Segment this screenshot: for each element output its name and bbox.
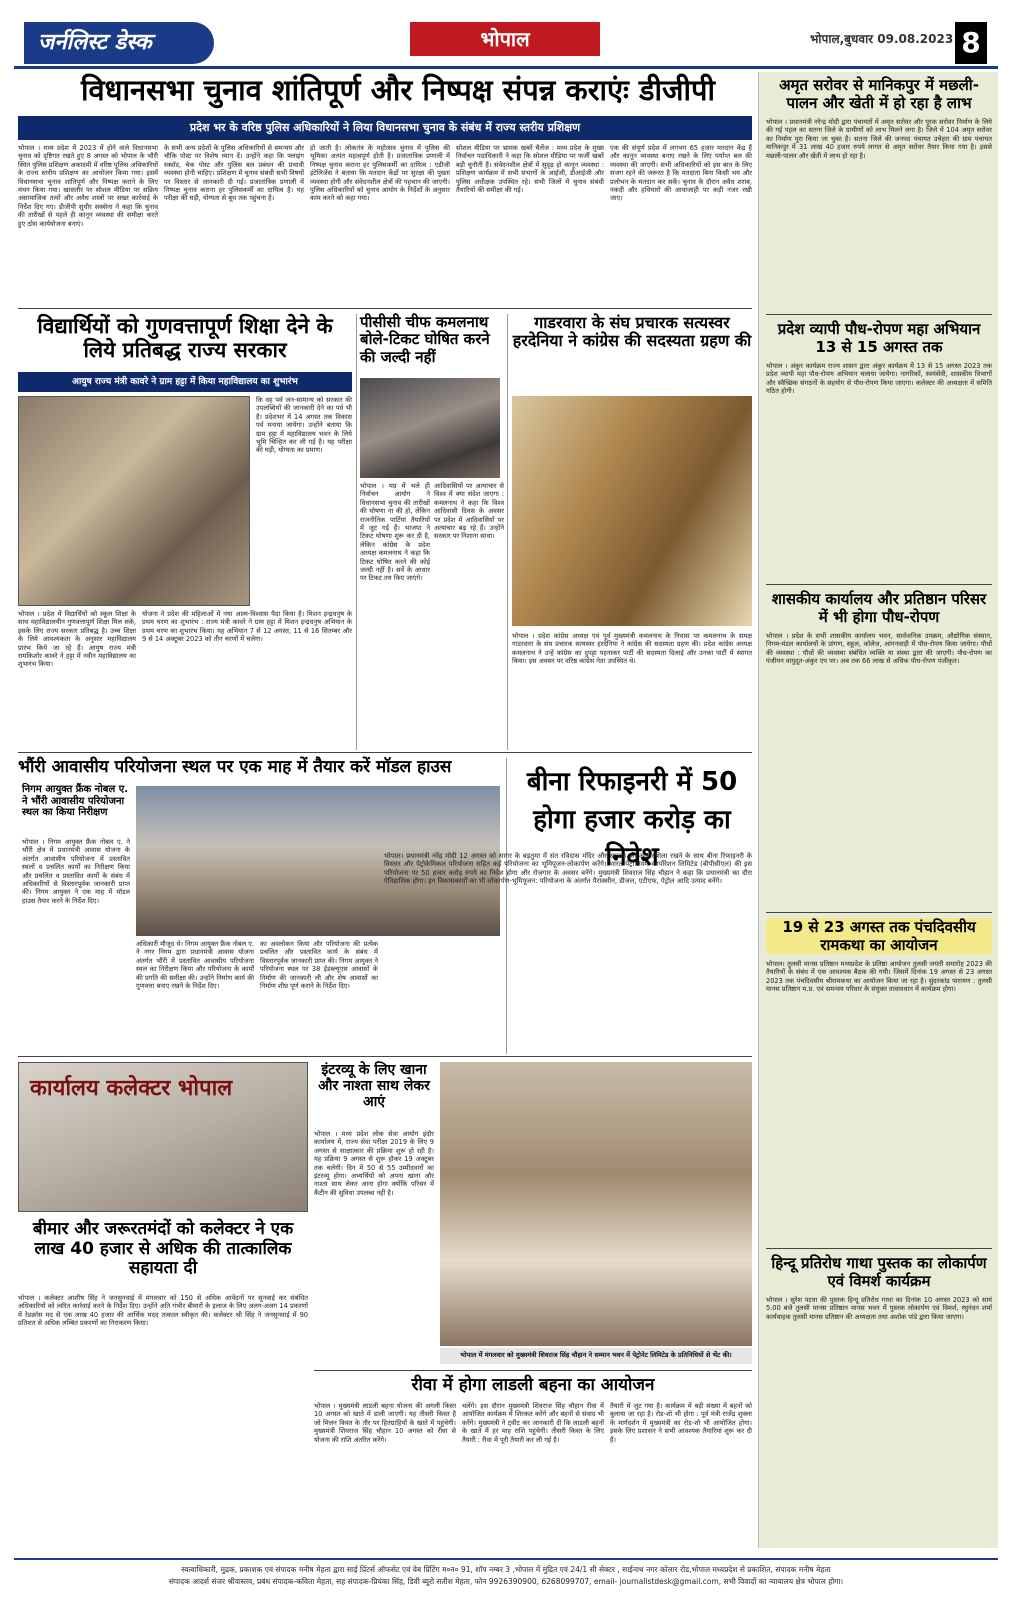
education-photo xyxy=(18,396,250,606)
education-subhead: आयुष राज्य मंत्री कावरे ने ग्राम हट्टा में किया महाविद्यालय का शुभारंभ xyxy=(18,372,352,392)
sidebar-s3-body: भोपाल । प्रदेश के सभी शासकीय कार्यालय भवन, सार्वजनिक उपक्रम, औद्योगिक संस्थान, निगम-मंडल कार्यालयों के प्रांगण, स्कूल, कॉलेज, आंगनवाड़ी में पौध-रोपण किया जायेगा। पौधों की व्यवस्था : पौधों की व्यवस्था संबंधित व्यक्ति या संस्था द्वारा की जाएगी। पौध-रोपण का पंजीयन वायुदूत-अंकुर एप पर। अब तक 66 लाख से अधिक पौध-रोपण पंजीकृत। xyxy=(766,632,992,666)
imprint-line-2: संपादक आदर्श संजर श्रीवास्तव, प्रबंध संपादक-कविता मेहता, सह संपादक-प्रियंका सिंह, डिवी ब्यूरो सतीश मेहता, फोन 9926390900, 6268099707, email- journalistdesk@gmail.com, सभी विवादों का न्यायालय क्षेत्र भोपाल होगा। xyxy=(168,1577,844,1586)
sidebar-s4-body: भोपाल। तुलसी मानस प्रतिष्ठान मध्यप्रदेश के प्रतिष्ठा आयोजन तुलसी जयंती समारोह 2023 की तैयारियों के संबंध में एक आवश्यक बैठक की गयी। जिसमें दिनांक 19 अगस्त से 23 अगस्त 2023 तक पंचदिवसीय श्रीरामकथा का आयोजन किया जा रहा है। सुंदरकांड पारायण : तुलसी मानस प्रतिष्ठान म.प्र. एवं समन्वय परिवार के संयुक्त तत्वावधान में कार्यक्रम होगा। xyxy=(766,960,992,994)
imprint-footer xyxy=(14,1558,998,1594)
garhwara-headline: गाडरवारा के संघ प्रचारक सत्यस्वर हरदेनिया ने कांग्रेस की सदस्यता ग्रहण की xyxy=(512,313,752,351)
sidebar-s1-body: भोपाल । प्रधानमंत्री नरेन्द्र मोदी द्वारा पंचायतों में अमृत सरोवर और पूरक सरोवर निर्माण के लिये की गई पहल का सतना जिले के ग्रामीणों को लाभ मिलने लगा है। जिले में 104 अमृत सरोवर का निर्माण पूरा किया जा चुका है। सतना जिले की जनपद पंचायत उचेहरा की ग्राम पंचायत मानिकपुर में 31 लाख 40 हजार रुपये लागत से अमृत सरोवर तैयार किया गया है। इससे मछली-पालन और खेती में लाभ हो रहा है। xyxy=(766,118,992,160)
imprint-line-1: स्वत्वाधिकारी, मुद्रक, प्रकाशक एवं संपादक मनीष मेहता द्वारा साई प्रिंटर्स ऑफसेट एवं वेब प्रिंटिंग म०न० 91, शॉप नम्बर 3 ,भोपाल में मुद्रित एवं 24/1 सी सेक्टर , साईनाथ नगर कोलार रोड,भोपाल मध्यप्रदेश से प्रकाशित, संपादक मनीष मेहता xyxy=(181,1565,831,1574)
garhwara-body: भोपाल । प्रदेश कांग्रेस अध्यक्ष एवं पूर्व मुख्यमंत्री कमलनाथ के निवास पर कमलनाथ के समक्ष गाडरवारा के संघ प्रचारक सत्यस्वर हरदेनिया ने कांग्रेस की सदस्यता ग्रहण की। प्रदेश कांग्रेस अध्यक्ष कमलनाथ ने उन्हें कांग्रेस का दुपट्टा पहनाकर पार्टी की सदस्यता दिलाई और उनका पार्टी में स्वागत किया। इस अवसर पर वरिष्ठ कांग्रेस नेता उपस्थित थे। xyxy=(512,632,752,666)
bina-body: भोपाल। प्रधानमंत्री नरेंद्र मोदी 12 अगस्त को सागर के बड़तुमा में संत रविदास मंदिर और स्मारक की आधारशिला रखने के साथ बीना रिफाइनरी के विस्तार और पेट्रोकेमिकल परियोजना सहित कई परियोजना का भूमिपूजन-लोकार्पण करेंगे। भारत पेट्रोलियम कार्पोरेशन लिमिटेड (बीपीसीएल) की इस परियोजना पर 50 हजार करोड़ रुपये का निवेश होगा और रोजगार के अवसर बनेंगे। मुख्यमंत्री शिवराज सिंह चौहान ने कहा कि प्रधानमंत्री का दौरा ऐतिहासिक होगा। इन विकासकार्यों का भी लोकार्पण-भूमिपूजन: परियोजना के अंतर्गत पैराक्सीन, डीजल, एटीएफ, पेट्रोल आदि उत्पाद बनेंगे। xyxy=(384,852,752,886)
garhwara-photo xyxy=(512,396,752,626)
cm-meeting-photo xyxy=(440,1062,752,1346)
lead-col-5: एक की संपूर्ण प्रदेश में लगभग 65 हजार मतदान केंद्र हैं और कानून व्यवस्था बनाए रखने के लिए पर्याप्त बल की व्यवस्था की जाएगी। सभी अधिकारियों को इस बात के लिए सजग रहने की जरूरत है कि मतदाता बिना किसी भय और प्रलोभन के मतदान कर सकें। चुनाव के दौरान अवैध शराब, नकदी और हथियारों की आवाजाही पर कड़ी नजर रखी जाए। xyxy=(610,144,752,203)
bhauri-kicker: निगम आयुक्त फ्रैंक नोबल ए. ने भौंरी आवासीय परियोजना स्थल का किया निरीक्षण xyxy=(22,784,129,818)
sidebar-s4-headline: 19 से 23 अगस्त तक पंचदिवसीय रामकथा का आयोजन xyxy=(766,918,992,954)
divider xyxy=(18,308,752,309)
dateline: भोपाल,बुधवार 09.08.2023 xyxy=(810,32,954,46)
lead-col-1: भोपाल । मध्य प्रदेश में 2023 में होने वाले विधानसभा चुनाव को दृष्टिगत रखते हुए 8 अगस्त को भोपाल के भौरी स्थित पुलिस प्रशिक्षण अकादमी में वरिष्ठ पुलिस अधिकारियों के राज्य स्तरीय प्रशिक्षण का आयोजन किया गया। इसमें विधानसभा चुनाव शांतिपूर्ण और निष्पक्ष कराने के लिए मंथन किया गया। खासतौर पर सोशल मीडिया पर सक्रिय असामाजिक तत्वों और अवैध शस्त्रों पर सख्त कार्रवाई के निर्देश दिए गए। डीजीपी सुधीर सक्सेना ने कहा कि चुनाव की तारीखों से पहले ही कानून व्यवस्था की समीक्षा करते हुए ठोस कार्ययोजना बनाएं। xyxy=(18,144,158,228)
ladli-body-3: तैयारी में जुट गया है। कार्यक्रम में बड़ी संख्या में बहनों को बुलाया जा रहा है। रोड-शो भी होगा : पूर्व मंत्री राजेंद्र शुक्ला के मार्गदर्शन में मुख्यमंत्री का रोड-शो भी आयोजित होगा। इसके लिए प्रशासन ने सभी आवश्यक तैयारियां शुरू कर दी हैं। xyxy=(610,1402,752,1444)
bhauri-body-3: का अवलोकन किया और परियोजना की प्रत्येक प्रचलित और प्रस्तावित कार्य के संबंध में विस्तारपूर्वक जानकारी प्राप्त की। निगम आयुक्त ने परियोजना स्थल पर 38 ईडब्ल्यूएस आवासों के निर्माण की जानकारी ली और शेष आवासों का निर्माण शीघ्र पूर्ण कराने के निर्देश दिए। xyxy=(260,940,378,991)
divider xyxy=(18,752,752,753)
interview-body: भोपाल । मध्य प्रदेश लोक सेवा आयोग इंदौर कार्यालय में, राज्य सेवा परीक्षा 2019 के लिए 9 अगस्त से साक्षात्कार की प्रक्रिया शुरू हो रही है। यह प्रक्रिया 9 अगस्त से शुरू होकर 19 अक्टूबर तक चलेगी। दिन में 50 से 55 उम्मीदवारों का इंटरव्यू होगा। अभ्यर्थियों को अपना खाना और नाश्ता साथ लेकर आना होगा क्योंकि परिसर में कैंटीन की सुविधा उपलब्ध नहीं है। xyxy=(314,1130,434,1197)
education-headline: विद्यार्थियों को गुणवत्तापूर्ण शिक्षा देने के लिये प्रतिबद्ध राज्य सरकार xyxy=(37,314,333,363)
bhauri-body-1: भोपाल । निगम आयुक्त फ्रैंक नोबल ए. ने भौंरी क्षेत्र में प्रधानमंत्री आवास योजना के अंतर्गत आवासीय परियोजना में प्रस्तावित स्थलों व प्रचलित कार्यों का निरीक्षण किया और प्रचलित व प्रस्तावित कार्यों के संबंध में अधिकारियों से विस्तारपूर्वक जानकारी प्राप्त की। निगम आयुक्त ने एक माह में मॉडल हाउस तैयार करने के निर्देश दिए। xyxy=(22,838,130,905)
divider xyxy=(507,314,508,750)
cm-photo-caption: भोपाल में मंगलवार को मुख्यमंत्री शिवराज सिंह चौहान ने सम्मान भवन में पेट्रोनेट लिमिटेड के प्रतिनिधियों से भेंट की। xyxy=(440,1348,752,1364)
bhauri-headline: भौंरी आवासीय परियोजना स्थल पर एक माह में तैयार करें मॉडल हाउस xyxy=(18,757,452,777)
divider xyxy=(356,314,357,750)
collector-photo-sign: कार्यालय कलेक्टर भोपाल xyxy=(30,1075,233,1101)
top-rule xyxy=(14,66,998,69)
divider xyxy=(314,1370,752,1371)
divider xyxy=(766,314,992,315)
ladli-body-2: चलेंगे। इस दौरान मुख्यमंत्री शिवराज सिंह चौहान रीवा में आयोजित कार्यक्रम में शिरकत करेंगे और बहनों से संवाद भी करेंगे। मुख्यमंत्री ने ट्वीट कर जानकारी दी कि लाडली बहनों के खाते में हर माह राशि पहुंचेगी। तीसरी किस्त के लिए तैयारी : रीवा में पूरी तैयारी कर ली गई है। xyxy=(462,1402,604,1444)
divider xyxy=(766,584,992,585)
divider xyxy=(766,1248,992,1249)
sidebar-s5-headline: हिन्दू प्रतिरोध गाथा पुस्तक का लोकार्पण एवं विमर्श कार्यक्रम xyxy=(771,1254,987,1290)
sidebar-s2-body: भोपाल । अंकुर कार्यक्रम राज्य शासन द्वारा अंकुर कार्यक्रम में 13 से 15 अगस्त 2023 तक प्रदेश व्यापी महा पौध-रोपण अभियान चलाया जायेगा। नागरिकों, स्वयंसेवी, शासकीय विभागों और स्वैच्छिक संगठनों के सहयोग से पौध-रोपण किया जाएगा। कलेक्टर की अध्यक्षता में समिति गठित होगी। xyxy=(766,362,992,396)
divider xyxy=(18,1056,752,1057)
ladli-headline: रीवा में होगा लाडली बहना का आयोजन xyxy=(411,1375,655,1395)
ladli-body-1: भोपाल । मुख्यमंत्री लाडली बहना योजना की अगली किस्त 10 अगस्त को खाते में डाली जाएगी। यह तीसरी किस्त है जो मिलन किस्त के तौर पर हितग्राहियों के खाते में पहुंचेगी। मुख्यमंत्री शिवराज सिंह चौहान 10 अगस्त को रीवा से योजना की राशि अंतरित करेंगे। xyxy=(314,1402,456,1444)
education-body-2: कि वह पर्व जन-सामान्य को सरकार की उपलब्धियों की जानकारी देने का पर्व भी है। प्रदेशभर में 14 अगस्त तक विकास पर्व मनाया जायेगा। उन्होंने बताया कि ग्राम हट्टा में महाविद्यालय भवन के लिये भूमि चिन्हित कर ली गई है। यह परीक्षा की घड़ी, योग्यता का प्रमाण। xyxy=(256,396,352,455)
kamalnath-body: भोपाल । मप्र में भले ही निर्वाचन आयोग ने विधानसभा चुनाव की तारीखों की घोषणा ना की हो, लेकिन राजनीतिक पार्टियां तैयारियों में जुट गई हैं। भाजपा ने टिकट घोषणा शुरू कर दी है, लेकिन कांग्रेस के प्रदेश अध्यक्ष कमलनाथ ने कहा कि टिकट घोषित करने की कोई जल्दी नहीं है। सर्वे के आधार पर टिकट तय किए जाएंगे। xyxy=(360,482,430,583)
kamalnath-photo xyxy=(360,378,500,478)
education-body-3: योजना ने प्रदेश की महिलाओं में नया आत्म-विश्वास पैदा किया है। मिशन इन्द्रधनुष के प्रथम चरण का शुभारंभ : राज्य मंत्री कावरे ने ग्राम हट्टा में मिशन इन्द्रधनुष अभियान के प्रथम चरण का शुभारंभ किया। यह अभियान 7 से 12 अगस्त, 11 से 16 सितम्बर और 9 से 14 अक्टूबर 2023 को तीन चरणों में चलेगा। xyxy=(142,610,352,644)
lead-col-4: सोशल मीडिया पर भ्रामक खबरें चैलेंज : मध्य प्रदेश के मुख्य निर्वाचन पदाधिकारी ने कहा कि सोशल मीडिया पर फर्जी खबरें बड़ी चुनौती हैं। संवेदनशील क्षेत्रों में सुदृढ़ हो कानून व्यवस्था : प्रशिक्षण कार्यक्रम में सभी संभागों के आईजी, डीआईजी और पुलिस अधीक्षक उपस्थित रहे। सभी जिलों में चुनाव संबंधी तैयारियों की समीक्षा की गई। xyxy=(456,144,604,195)
interview-headline: इंटरव्यू के लिए खाना और नाश्ता साथ लेकर आएं xyxy=(318,1062,430,1111)
education-body-1: भोपाल । प्रदेश में विद्यार्थियों को स्कूल शिक्षा के साथ महाविद्यालयीन गुणवत्तापूर्ण शिक्षा मिल सके, इसके लिए राज्य सरकार प्रतिबद्ध है। उच्च शिक्षा के लिये आवश्यकता के अनुसार महाविद्यालय प्रारंभ किये जा रहे हैं। आयुष राज्य मंत्री रामकिशोर कावरे ने हट्टा में नवीन महाविद्यालय का शुभारंभ किया। xyxy=(18,610,136,669)
sidebar-s3-headline: शासकीय कार्यालय और प्रतिष्ठान परिसर में भी होगा पौध-रोपण xyxy=(771,590,987,626)
sidebar-s2-headline: प्रदेश व्यापी पौध-रोपण महा अभियान 13 से 15 अगस्त तक xyxy=(777,320,981,356)
divider xyxy=(766,912,992,913)
lead-col-2: के सभी अन्य प्रदेशों के पुलिस अधिकारियों से समन्वय और चौकि पोस्ट पर विशेष ध्यान दें। उन्होंने कहा कि फ्लाइंग स्क्वॉड, चेक पोस्ट और पुलिस बल प्रबंधन की प्रभावी व्यवस्था होनी चाहिए। प्रशिक्षण में चुनाव संबंधी सभी विषयों पर विस्तार से जानकारी दी गई। प्रजातांत्रिक प्रणाली में निष्पक्ष चुनाव कराना हर पुलिसकर्मी का दायित्व है। यह परीक्षा की घड़ी, योग्यता से बूथ तक पहुंचना है। xyxy=(164,144,304,203)
sidebar-s5-body: भोपाल । सुरेश पटवा की पुस्तक हिन्दू प्रतिरोध गाथा का दिनांक 10 अगस्त 2023 को सायं 5.00 बजे तुलसी मानस प्रतिष्ठान मानस भवन में पुस्तक लोकार्पण एवं विमर्श, रघुनंदन शर्मा कार्यवाहक तुलसी मानस प्रतिष्ठान की अध्यक्षता तथा अशोक पांडे द्वारा किया जाएगा। xyxy=(766,1296,992,1321)
masthead-left-label: जर्नलिस्ट डेस्क xyxy=(24,22,214,64)
section-label: भोपाल xyxy=(410,22,600,56)
kamalnath-headline: पीसीसी चीफ कमलनाथ बोले-टिकट घोषित करने की जल्दी नहीं xyxy=(360,313,490,366)
sidebar-s1-headline: अमृत सरोवर से मानिकपुर में मछली-पालन और खेती में हो रहा है लाभ xyxy=(779,76,979,112)
collector-body: भोपाल । कलेक्टर आशीष सिंह ने जनसुनवाई में मंगलवार को 150 से अधिक आवेदनों पर सुनवाई कर संबंधित अधिकारियों को त्वरित कार्रवाई करने के निर्देश दिए। उन्होंने अति गंभीर बीमारों के इलाज के लिए अलग-अलग 14 प्रकरणों में रेडक्रॉस मद से एक लाख 40 हजार की आर्थिक मदद तत्काल स्वीकृत की। कलेक्टर श्री सिंह ने जनसुनवाई में 90 प्रतिशत से अधिक लम्बित प्रकरणों का निराकरण किया। xyxy=(18,1294,308,1328)
lead-col-3: हो जाती है। लोकतंत्र के महोत्सव चुनाव में पुलिस की भूमिका अत्यंत महत्वपूर्ण होती है। प्रजातांत्रिक प्रणाली में निष्पक्ष चुनाव कराना हर पुलिसकर्मी का दायित्व : एडीजी इंटेलिजेंस ने बताया कि मतदान केंद्रों पर सुरक्षा की पुख्ता व्यवस्था होगी और संवेदनशील क्षेत्रों की पहचान की जाएगी। पुलिस अधिकारियों को चुनाव आयोग के निर्देशों के अनुसार काम करने को कहा गया। xyxy=(310,144,450,203)
bina-headline: बीना रिफाइनरी में 50 होगा हजार करोड़ का निवेश xyxy=(526,767,738,873)
bhauri-body-2: अधिकारी मौजूद थे। निगम आयुक्त फ्रैंक नोबल ए. ने नगर निगम द्वारा प्रधानमंत्री आवास योजना अंतर्गत भौंरी में प्रस्तावित आवासीय परियोजना स्थल का निरीक्षण किया और परियोजना के कार्यों की प्रगति की समीक्षा की। उन्होंने निर्माण कार्य की गुणवत्ता बनाए रखने के निर्देश दिए। xyxy=(136,940,254,991)
collector-headline: बीमार और जरूरतमंदों को कलेक्टर ने एक लाख 40 हजार से अधिक की तात्कालिक सहायता दी xyxy=(32,1219,294,1279)
kamalnath-sub: आदिवासियों पर अत्याचार से विश्व में क्या संदेश जाएगा : कमलनाथ ने कहा कि विश्व आदिवासी दिवस के अवसर पर प्रदेश में आदिवासियों पर अत्याचार बढ़ रहे हैं। उन्होंने सरकार पर निशाना साधा। xyxy=(434,482,504,541)
page-number: 8 xyxy=(955,22,987,64)
lead-subhead: प्रदेश भर के वरिष्ठ पुलिस अधिकारियों ने लिया विधानसभा चुनाव के संबंध में राज्य स्तरीय प्रशिक्षण xyxy=(18,116,752,140)
lead-headline: विधानसभा चुनाव शांतिपूर्ण और निष्पक्ष संपन्न कराएंः डीजीपी xyxy=(80,73,716,107)
